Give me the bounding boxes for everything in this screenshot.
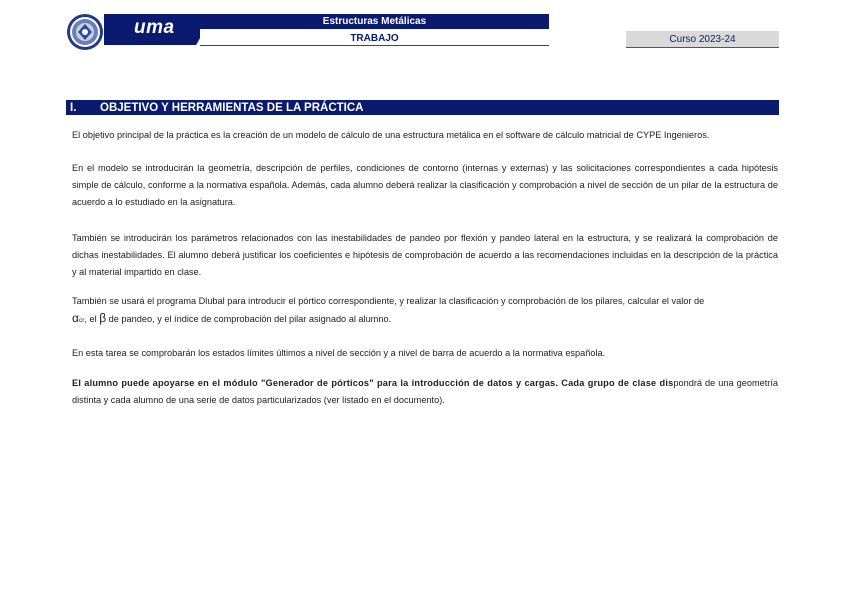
header-doc-type: TRABAJO [200, 31, 549, 46]
paragraph-objective: El objetivo principal de la práctica es la creación de un modelo de cálculo de una estructura metálica en el software de cálculo matricial de CYPE Ingenieros. [72, 130, 710, 140]
dlubal-text-b: , el [84, 314, 97, 324]
section-number: I. [70, 101, 77, 114]
section-title: OBJETIVO Y HERRAMIENTAS DE LA PRÁCTICA [100, 101, 364, 114]
paragraph-limit-states: En esta tarea se comprobarán los estados límites últimos a nivel de sección y a nivel de barra de acuerdo a la normativa española. [72, 348, 606, 358]
alpha-subscript: cr [78, 317, 85, 324]
frame-generator-rest: pondrá de una geometría distinta y cada alumno de una serie de datos particularizados (ver listado en el documento). [72, 378, 778, 405]
header-course: Curso 2023-24 [626, 31, 779, 48]
paragraph-dlubal [72, 293, 778, 329]
dlubal-text-a: También se usará el programa Dlubal para introducir el pórtico correspondiente, y realizar la clasificación y comprobación de los pilares, calcular el valor de [72, 296, 705, 306]
logo-text: uma [134, 17, 175, 38]
paragraph-model: En el modelo se introducirán la geometría, descripción de perfiles, condiciones de contorno (internas y externas) y las solicitaciones correspondientes a cada hipótesis simple de cálculo, conforme a la normativa española. Además, cada alumno deberá realizar la clasificación y comprobación a nivel de sección de un pilar de la estructura de acuerdo a lo estudiado en la asignatura. [72, 163, 778, 207]
paragraph-frame-generator [72, 375, 778, 409]
dlubal-text-c: de pandeo, y el índice de comprobación del pilar asignado al alumno. [108, 314, 392, 324]
beta-symbol: β [99, 311, 107, 325]
university-seal-icon [66, 13, 104, 51]
frame-generator-bold: El alumno puede apoyarse en el módulo "Generador de pórticos" para la introducción de datos y cargas. Cada grupo de clase dis [72, 378, 674, 388]
alpha-symbol: α [72, 311, 79, 325]
header-subject: Estructuras Metálicas [200, 14, 549, 29]
paragraph-instabilities: También se introducirán los parámetros relacionados con las inestabilidades de pandeo por flexión y pandeo lateral en la estructura, y se realizará la comprobación de dichas inestabilidades. El alumno deberá justificar los coeficientes e hipótesis de comprobación de acuerdo a las recomendaciones incluidas en la descripción de la práctica y al material impartido en clase. [72, 233, 778, 277]
section-heading [66, 100, 779, 115]
